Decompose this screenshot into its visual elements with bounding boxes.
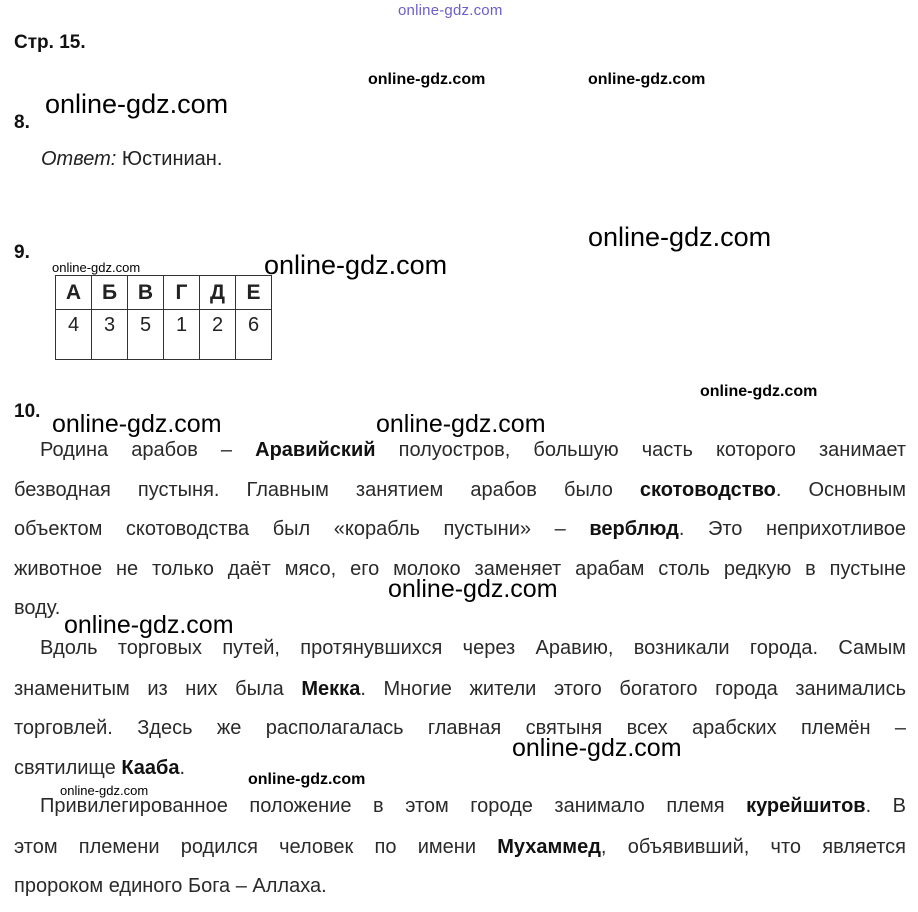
text-fragment: . В [865,795,907,817]
text-line [40,793,906,819]
text-line [14,556,906,582]
text-fragment: . Это неприхотливое [678,518,906,540]
watermark: online-gdz.com [700,383,818,400]
table-cell: 6 [236,310,272,360]
table-row [56,310,272,360]
key-term: Аравийский [255,439,376,461]
table-header-cell: Г [164,276,200,310]
text-line [40,437,906,463]
text-line [14,477,906,503]
table-header-cell: Е [236,276,272,310]
key-term: Кааба [121,757,180,779]
table-cell: 5 [128,310,164,360]
text-line [14,834,906,860]
text-fragment: . Многие жители этого богатого города занимались [360,678,907,700]
key-term: скотоводство [639,479,776,501]
answer-table [55,275,272,360]
table-header-cell: Д [200,276,236,310]
watermark: online-gdz.com [376,410,546,438]
task-number-10: 10. [14,401,41,422]
text-fragment: этом племени родился человек по имени [14,836,498,858]
table-cell: 2 [200,310,236,360]
text-fragment: Родина арабов – [40,439,256,461]
table-header-cell: Б [92,276,128,310]
text-fragment: святилище [14,757,122,779]
watermark: online-gdz.com [588,222,772,252]
watermark: online-gdz.com [264,250,448,280]
key-term: Мухаммед [497,836,601,858]
text-fragment: . Основным [775,479,906,501]
text-line [14,715,906,741]
text-fragment: пророком единого Бога – Аллаха. [14,875,327,897]
watermark: online-gdz.com [60,783,149,798]
key-term: Мекка [301,678,361,700]
text-fragment: . [179,757,186,779]
task8-answer [41,148,222,171]
task-number-8: 8. [14,112,30,133]
text-fragment: полуостров, большую часть которого занимает [375,439,906,461]
watermark: online-gdz.com [64,611,234,639]
text-fragment: Вдоль торговых путей, протянувшихся через Аравию, возникали города. Самым [40,637,906,659]
text-line [40,635,906,661]
key-term: курейшитов [746,795,866,817]
table-header-cell: А [56,276,92,310]
text-fragment: безводная пустыня. Главным занятием арабов было [14,479,640,501]
watermark: online-gdz.com [388,575,558,603]
key-term: верблюд [589,518,679,540]
text-line [14,516,906,542]
text-fragment: объектом скотоводства был «корабль пустыни» – [14,518,590,540]
watermark: online-gdz.com [52,410,222,438]
text-fragment: , объявивший, что является [600,836,906,858]
task-number-9: 9. [14,242,30,263]
answer-label: Ответ: [41,148,117,170]
page-header: Стр. 15. [14,32,86,53]
watermark-top: online-gdz.com [398,2,503,19]
text-fragment: воду. [14,597,61,619]
text-line [14,755,906,781]
table-cell: 1 [164,310,200,360]
table-header-cell: В [128,276,164,310]
text-line [14,676,906,702]
table-header-row [56,276,272,310]
watermark: online-gdz.com [45,89,229,119]
watermark: online-gdz.com [588,71,706,88]
watermark: online-gdz.com [512,734,682,762]
text-line [14,873,906,899]
watermark: online-gdz.com [368,71,486,88]
text-fragment: Привилегированное положение в этом городе занимало племя [40,795,747,817]
text-fragment: знаменитым из них была [14,678,302,700]
text-line [14,595,906,621]
table-cell: 4 [56,310,92,360]
answer-value: Юстиниан. [121,148,223,170]
table-cell: 3 [92,310,128,360]
watermark: online-gdz.com [248,771,366,788]
text-fragment: животное не только даёт мясо, его молоко заменяет арабам столь редкую в пустыне [14,558,906,580]
text-fragment: торговлей. Здесь же располагалась главная святыня всех арабских племён – [14,717,906,739]
watermark: online-gdz.com [52,260,141,275]
